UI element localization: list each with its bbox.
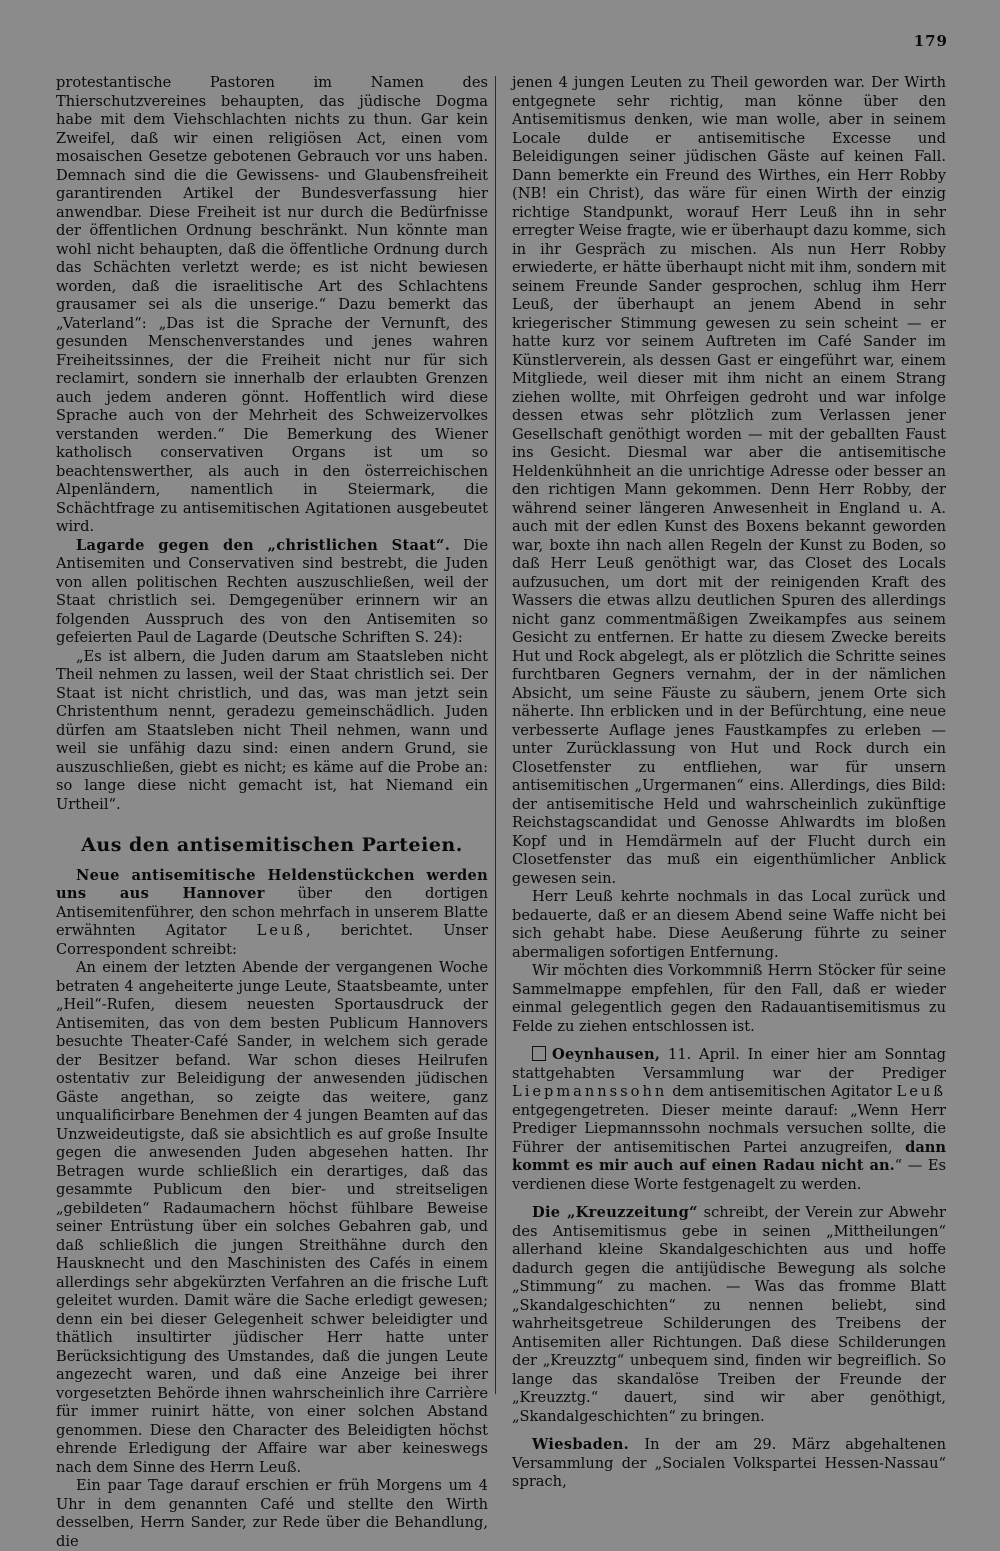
paragraph [56, 537, 488, 648]
person-name: Leuß [896, 1083, 946, 1100]
paragraph [512, 1046, 946, 1194]
paragraph [56, 867, 488, 960]
paragraph-body: , berichtet. Unser Correspondent schreibt: [56, 922, 488, 958]
paragraph-body: “ — Es verdienen diese Worte festgenagelt zu werden. [512, 1157, 946, 1193]
paragraph [512, 1204, 946, 1426]
paragraph-lead: Die „Kreuzzeitung“ [532, 1204, 698, 1221]
paragraph: Ein paar Tage darauf erschien er früh Morgens um 4 Uhr in dem genannten Café und stellte den Wirth desselben, Herrn Sander, zur Rede über die Behandlung, die [56, 1477, 488, 1550]
right-column [512, 74, 946, 1492]
paragraph-body: In der am 29. März abgehaltenen Versammlung der „Socialen Volkspartei Hessen-Nassau“ sprach, [512, 1436, 946, 1490]
quotation: „Es ist albern, die Juden darum am Staatsleben nicht Theil nehmen zu lassen, weil der Staat christlich sei. Der Staat ist nicht christlich, und das, was man jetzt sein Christenthum nennt, geradezu gemeinschädlich. Juden dürfen am Staatsleben nicht Theil nehmen, wann und weil sie unfähig dazu sind: einen andern Grund, sie auszuschließen, giebt es nicht; es käme auf die Probe an: so lange diese nicht gemacht ist, hat Niemand ein Urtheil“. [56, 647, 488, 813]
section-heading: Aus den antisemitischen Parteien. [81, 834, 463, 856]
person-name: Liepmannssohn [512, 1083, 668, 1100]
person-name: Leuß [256, 922, 307, 939]
paragraph-lead: Oeynhausen, [552, 1046, 661, 1063]
page-number: 179 [913, 32, 948, 50]
emphasis: dann kommt es mir auch auf einen Radau nicht an. [512, 1138, 946, 1174]
paragraph-body: 11. April. In einer hier am Sonntag stattgehabten Versammlung war der Prediger [512, 1046, 946, 1082]
paragraph-body: dem antisemitischen Agitator [667, 1083, 897, 1100]
paragraph: Wir möchten dies Vorkommniß Herrn Stöcker für seine Sammelmappe empfehlen, für den Fall, daß er wieder einmal gelegentlich gegen den Radauantisemitismus zu Felde zu ziehen entschlossen ist. [512, 962, 946, 1035]
paragraph [512, 1436, 946, 1492]
paragraph-lead: Lagarde gegen den „christlichen Staat“. [76, 536, 451, 554]
paragraph-body: entgegengetreten. Dieser meinte darauf: „Wenn Herr Prediger Liepmannssohn nochmals versuchen sollte, die Führer der antisemitischen Partei anzugreifen, [512, 1101, 946, 1156]
paragraph-lead: Neue antisemitische Heldenstückchen werden uns aus Hannover [56, 866, 488, 902]
left-column [56, 74, 488, 1551]
paragraph: jenen 4 jungen Leuten zu Theil geworden war. Der Wirth entgegnete sehr richtig, man könne über den Antisemitismus denken, wie man wolle, aber in seinem Locale dulde er antisemitische Excesse und Beleidigungen seiner jüdischen Gäste auf keinen Fall. Dann bemerkte ein Freund des Wirthes, ein Herr Robby (NB! ein Christ), das wäre für einen Wirth der einzig richtige Standpunkt, worauf Herr Leuß ihn in sehr erregter Weise fragte, wie er überhaupt dazu komme, sich in ihr Gespräch zu mischen. Als nun Herr Robby erwiederte, er hätte überhaupt nicht mit ihm, sondern mit seinem Freunde Sander gesprochen, schlug ihm Herr Leuß, der überhaupt an jenem Abend in sehr kriegerischer Stimmung gewesen zu sein scheint — er hatte kurz vor seinem Auftreten im Café Sander im Künstlerverein, als dessen Gast er eingeführt war, einem Mitgliede, weil dieser mit ihm nicht an einem Strang ziehen wollte, mit Ohrfeigen gedroht und war infolge dessen etwas sehr plötzlich zum Verlassen jener Gesellschaft genöthigt worden — mit der geballten Faust ins Gesicht. Diesmal war aber die antisemitische Heldenkühnheit an die unrichtige Adresse oder besser an den richtigen Mann gekommen. Denn Herr Robby, der während seiner längeren Anwesenheit in England u. A. auch mit der edlen Kunst des Boxens bekannt geworden war, boxte ihn nach allen Regeln der Kunst zu Boden, so daß Herr Leuß genöthigt war, das Closet des Locals aufzusuchen, um dort mit der reinigenden Kraft des Wassers die etwas allzu deutlichen Spuren des allerdings nicht ganz commentmäßigen Zweikampfes aus seinem Gesicht zu entfernen. Er hatte zu diesem Zwecke bereits Hut und Rock abgelegt, als er plötzlich die Schritte seines furchtbaren Gegners vernahm, der in der nämlichen Absicht, um seine Fäuste zu säubern, jenem Orte sich näherte. Ihn erblicken und in der Befürchtung, eine neue verbesserte Auflage jenes Faustkampfes zu erleben — unter Zurücklassung von Hut und Rock durch ein Closetfenster zu entfliehen, war für unsern antisemitischen „Urgermanen“ eins. Allerdings, dies Bild: der antisemitische Held und wahrscheinlich zukünftige Reichstagscandidat und Genosse Ahlwardts im bloßen Kopf und in Hemdärmeln auf der Flucht durch ein Closetfenster das muß ein eigenthümlicher Anblick gewesen sein. [512, 74, 946, 887]
column-divider [495, 76, 496, 1394]
paragraph: Herr Leuß kehrte nochmals in das Local zurück und bedauerte, daß er an diesem Abend seine Waffe nicht bei sich gehabt habe. Diese Aeußerung führte zu seiner abermaligen sofortigen Entfernung. [512, 888, 946, 961]
paragraph-body: schreibt, der Verein zur Abwehr des Antisemitismus gebe in seinen „Mittheilungen“ allerhand kleine Skandalgeschichten aus und hoffe dadurch gegen die antijüdische Bewegung als solche „Stimmung“ zu machen. — Was das fromme Blatt „Skandalgeschichten“ zu nennen beliebt, sind wahrheitsgetreue Schilderungen des Treibens der Antisemiten aller Richtungen. Daß diese Schilderungen der „Kreuzztg“ unbequem sind, finden wir begreiflich. So lange das skandalöse Treiben der Freunde der „Kreuzztg.“ dauert, sind wir aber genöthigt, „Skandalgeschichten“ zu bringen. [512, 1204, 946, 1425]
paragraph: An einem der letzten Abende der vergangenen Woche betraten 4 angeheiterte junge Leute, Staatsbeamte, unter „Heil“-Rufen, diesem neuesten Sportausdruck der Antisemiten, das von dem besten Publicum Hannovers besuchte Theater-Café Sander, in welchem sich gerade der Besitzer befand. War schon dieses Heilrufen ostentativ zur Beleidigung der anwesenden jüdischen Gäste angethan, so zeigte das weitere, ganz unqualificirbare Benehmen der 4 jungen Beamten auf das Unzweideutigste, daß sie absichtlich es auf große Insulte gegen die anwesenden Juden abgesehen hatten. Ihr Betragen wurde schließlich ein derartiges, daß das gesammte Publicum den bier- und streitseligen „gebildeten“ Radaumachern höchst fühlbare Beweise seiner Entrüstung über ein solches Gebahren gab, und daß schließlich die jungen Streithähne durch den Hausknecht und den Maschinisten des Cafés in einem allerdings sehr abgekürzten Verfahren an die frische Luft geleitet wurden. Damit wäre die Sache erledigt gewesen; denn ein bei dieser Gelegenheit schwer beleidigter und thätlich insultirter jüdischer Herr hatte unter Berücksichtigung des Umstandes, daß die jungen Leute angezecht waren, und daß eine Anzeige bei ihrer vorgesetzten Behörde ihnen wahrscheinlich ihre Carrière für immer ruinirt hätte, von einer solchen Abstand genommen. Diese den Character des Beleidigten höchst ehrende Erledigung der Affaire war aber keineswegs nach dem Sinne des Herrn Leuß. [56, 959, 488, 1476]
paragraph-body: Die Antisemiten und Conservativen sind bestrebt, die Juden von allen politischen Rechten auszuschließen, weil der Staat christlich sei. Demgegenüber erinnern wir an folgenden Ausspruch des von den Antisemiten so gefeierten Paul de Lagarde (Deutsche Schriften S. 24): [56, 536, 488, 646]
paragraph-body: über den dortigen Antisemitenführer, den schon mehrfach in unserem Blatte erwähnten Agitator [56, 885, 488, 939]
paragraph: protestantische Pastoren im Namen des Thierschutzvereines behaupten, das jüdische Dogma habe mit dem Viehschlachten nichts zu thun. Gar kein Zweifel, daß wir einen religiösen Act, einen vom mosaischen Gesetze gebotenen Gebrauch vor uns haben. Demnach sind die die Gewissens- und Glaubensfreiheit garantirenden Artikel der Bundesverfassung hier anwendbar. Diese Freiheit ist nur durch die Bedürfnisse der öffentlichen Ordnung beschränkt. Nun könnte man wohl nicht behaupten, daß die öffentliche Ordnung durch das Schächten verletzt werde; es ist nicht bewiesen worden, daß die israelitische Art des Schlachtens grausamer sei als die unserige.“ Dazu bemerkt das „Vaterland“: „Das ist die Sprache der Vernunft, des gesunden Menschenverstandes und jenes wahren Freiheitssinnes, der die Freiheit nicht nur für sich reclamirt, sondern sie innerhalb der erlaubten Grenzen auch jedem anderen gönnt. Hoffentlich wird diese Sprache auch von der Mehrheit des Schweizervolkes verstanden werden.“ Die Bemerkung des Wiener katholisch conservativen Organs ist um so beachtenswerther, als auch in den österreichischen Alpenländern, namentlich in Steiermark, die Schächtfrage zu antisemitischen Agitationen ausgebeutet wird. [56, 74, 488, 535]
checkbox-square-icon [532, 1046, 546, 1061]
paragraph-lead: Wiesbaden. [532, 1436, 630, 1453]
